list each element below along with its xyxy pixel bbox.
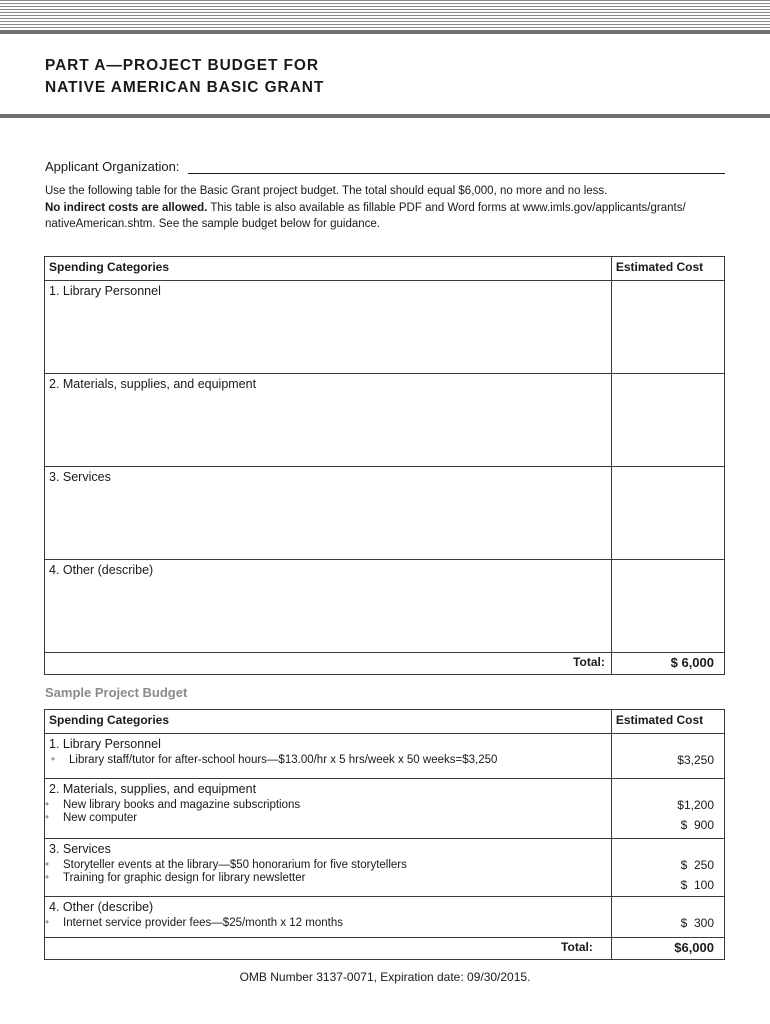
list-item <box>45 799 607 811</box>
sample-section-title: 2. Materials, supplies, and equipment <box>49 782 257 796</box>
sample-item-text: Library staff/tutor for after-school hours—$13.00/hr x 5 hrs/week x 50 weeks=$3,250 <box>69 754 498 766</box>
form-category-personnel[interactable]: 1. Library Personnel <box>45 281 612 374</box>
form-category-services[interactable]: 3. Services <box>45 467 612 560</box>
form-category-materials[interactable]: 2. Materials, supplies, and equipment <box>45 374 612 467</box>
form-header-cost: Estimated Cost <box>611 257 724 281</box>
sample-item-text: Storyteller events at the library—$50 honorarium for five storytellers <box>63 859 407 871</box>
header-band <box>0 30 770 34</box>
list-item <box>45 872 607 884</box>
sample-budget-table <box>44 709 725 960</box>
bullet-icon: • <box>45 917 50 929</box>
instructions-line2-text: This table is also available as fillable PDF and Word forms at www.imls.gov/applicants/grants/ <box>207 201 686 214</box>
sample-section-title: 3. Services <box>49 842 111 856</box>
page-title-line1: PART A—PROJECT BUDGET FOR <box>45 57 319 74</box>
page-title <box>45 55 324 99</box>
form-total-label: Total: <box>45 653 612 675</box>
sample-item-text: Training for graphic design for library newsletter <box>63 872 306 884</box>
bullet-icon: • <box>51 754 56 766</box>
sample-amount: $3,250 <box>677 753 714 767</box>
form-cost-other[interactable] <box>611 560 724 653</box>
header-stripes <box>0 0 770 30</box>
bullet-icon: • <box>45 872 50 884</box>
sample-amounts-personnel <box>611 734 724 779</box>
form-category-other[interactable]: 4. Other (describe) <box>45 560 612 653</box>
list-item <box>49 754 607 766</box>
form-cost-services[interactable] <box>611 467 724 560</box>
sample-amount: $ 250 <box>680 858 714 872</box>
instructions <box>45 183 735 233</box>
list-item <box>45 917 607 929</box>
form-cost-personnel[interactable] <box>611 281 724 374</box>
sample-section-title: 4. Other (describe) <box>49 900 154 914</box>
list-item <box>45 812 607 824</box>
page-title-line2: NATIVE AMERICAN BASIC GRANT <box>45 79 325 96</box>
sample-amount: $ 100 <box>680 878 714 892</box>
sample-section-personnel <box>45 734 612 779</box>
list-item <box>45 859 607 871</box>
instructions-line2 <box>45 200 735 217</box>
sample-budget-title: Sample Project Budget <box>45 685 188 700</box>
sample-item-text: New computer <box>63 812 138 824</box>
form-cost-materials[interactable] <box>611 374 724 467</box>
sample-header-category: Spending Categories <box>45 710 612 734</box>
bullet-icon: • <box>45 859 50 871</box>
bullet-icon: • <box>45 812 50 824</box>
title-rule <box>0 114 770 118</box>
sample-section-title: 1. Library Personnel <box>49 737 161 751</box>
sample-amounts-materials <box>611 779 724 839</box>
sample-section-other <box>45 897 612 938</box>
no-indirect-costs-note: No indirect costs are allowed. <box>45 201 208 214</box>
sample-section-materials <box>45 779 612 839</box>
budget-form-table <box>44 256 725 675</box>
applicant-label: Applicant Organization: <box>45 159 180 174</box>
bullet-icon: • <box>45 799 50 811</box>
sample-amount: $ 900 <box>680 818 714 832</box>
sample-total-label: Total: <box>45 938 612 960</box>
form-header-category: Spending Categories <box>45 257 612 281</box>
sample-section-services <box>45 839 612 897</box>
instructions-line3: nativeAmerican.shtm. See the sample budget below for guidance. <box>45 218 380 230</box>
sample-total-value: $6,000 <box>611 938 724 960</box>
form-total-value: $ 6,000 <box>611 653 724 675</box>
sample-item-text: Internet service provider fees—$25/month x 12 months <box>63 917 343 929</box>
sample-amount: $ 300 <box>680 916 714 930</box>
omb-footer: OMB Number 3137-0071, Expiration date: 09/30/2015. <box>239 970 531 984</box>
sample-amounts-services <box>611 839 724 897</box>
sample-amounts-other <box>611 897 724 938</box>
sample-amount: $1,200 <box>677 798 714 812</box>
instructions-line1: Use the following table for the Basic Grant project budget. The total should equal $6,000, no more and no less. <box>45 185 608 197</box>
sample-item-text: New library books and magazine subscriptions <box>63 799 301 811</box>
applicant-organization-field[interactable] <box>188 173 725 174</box>
sample-header-cost: Estimated Cost <box>611 710 724 734</box>
